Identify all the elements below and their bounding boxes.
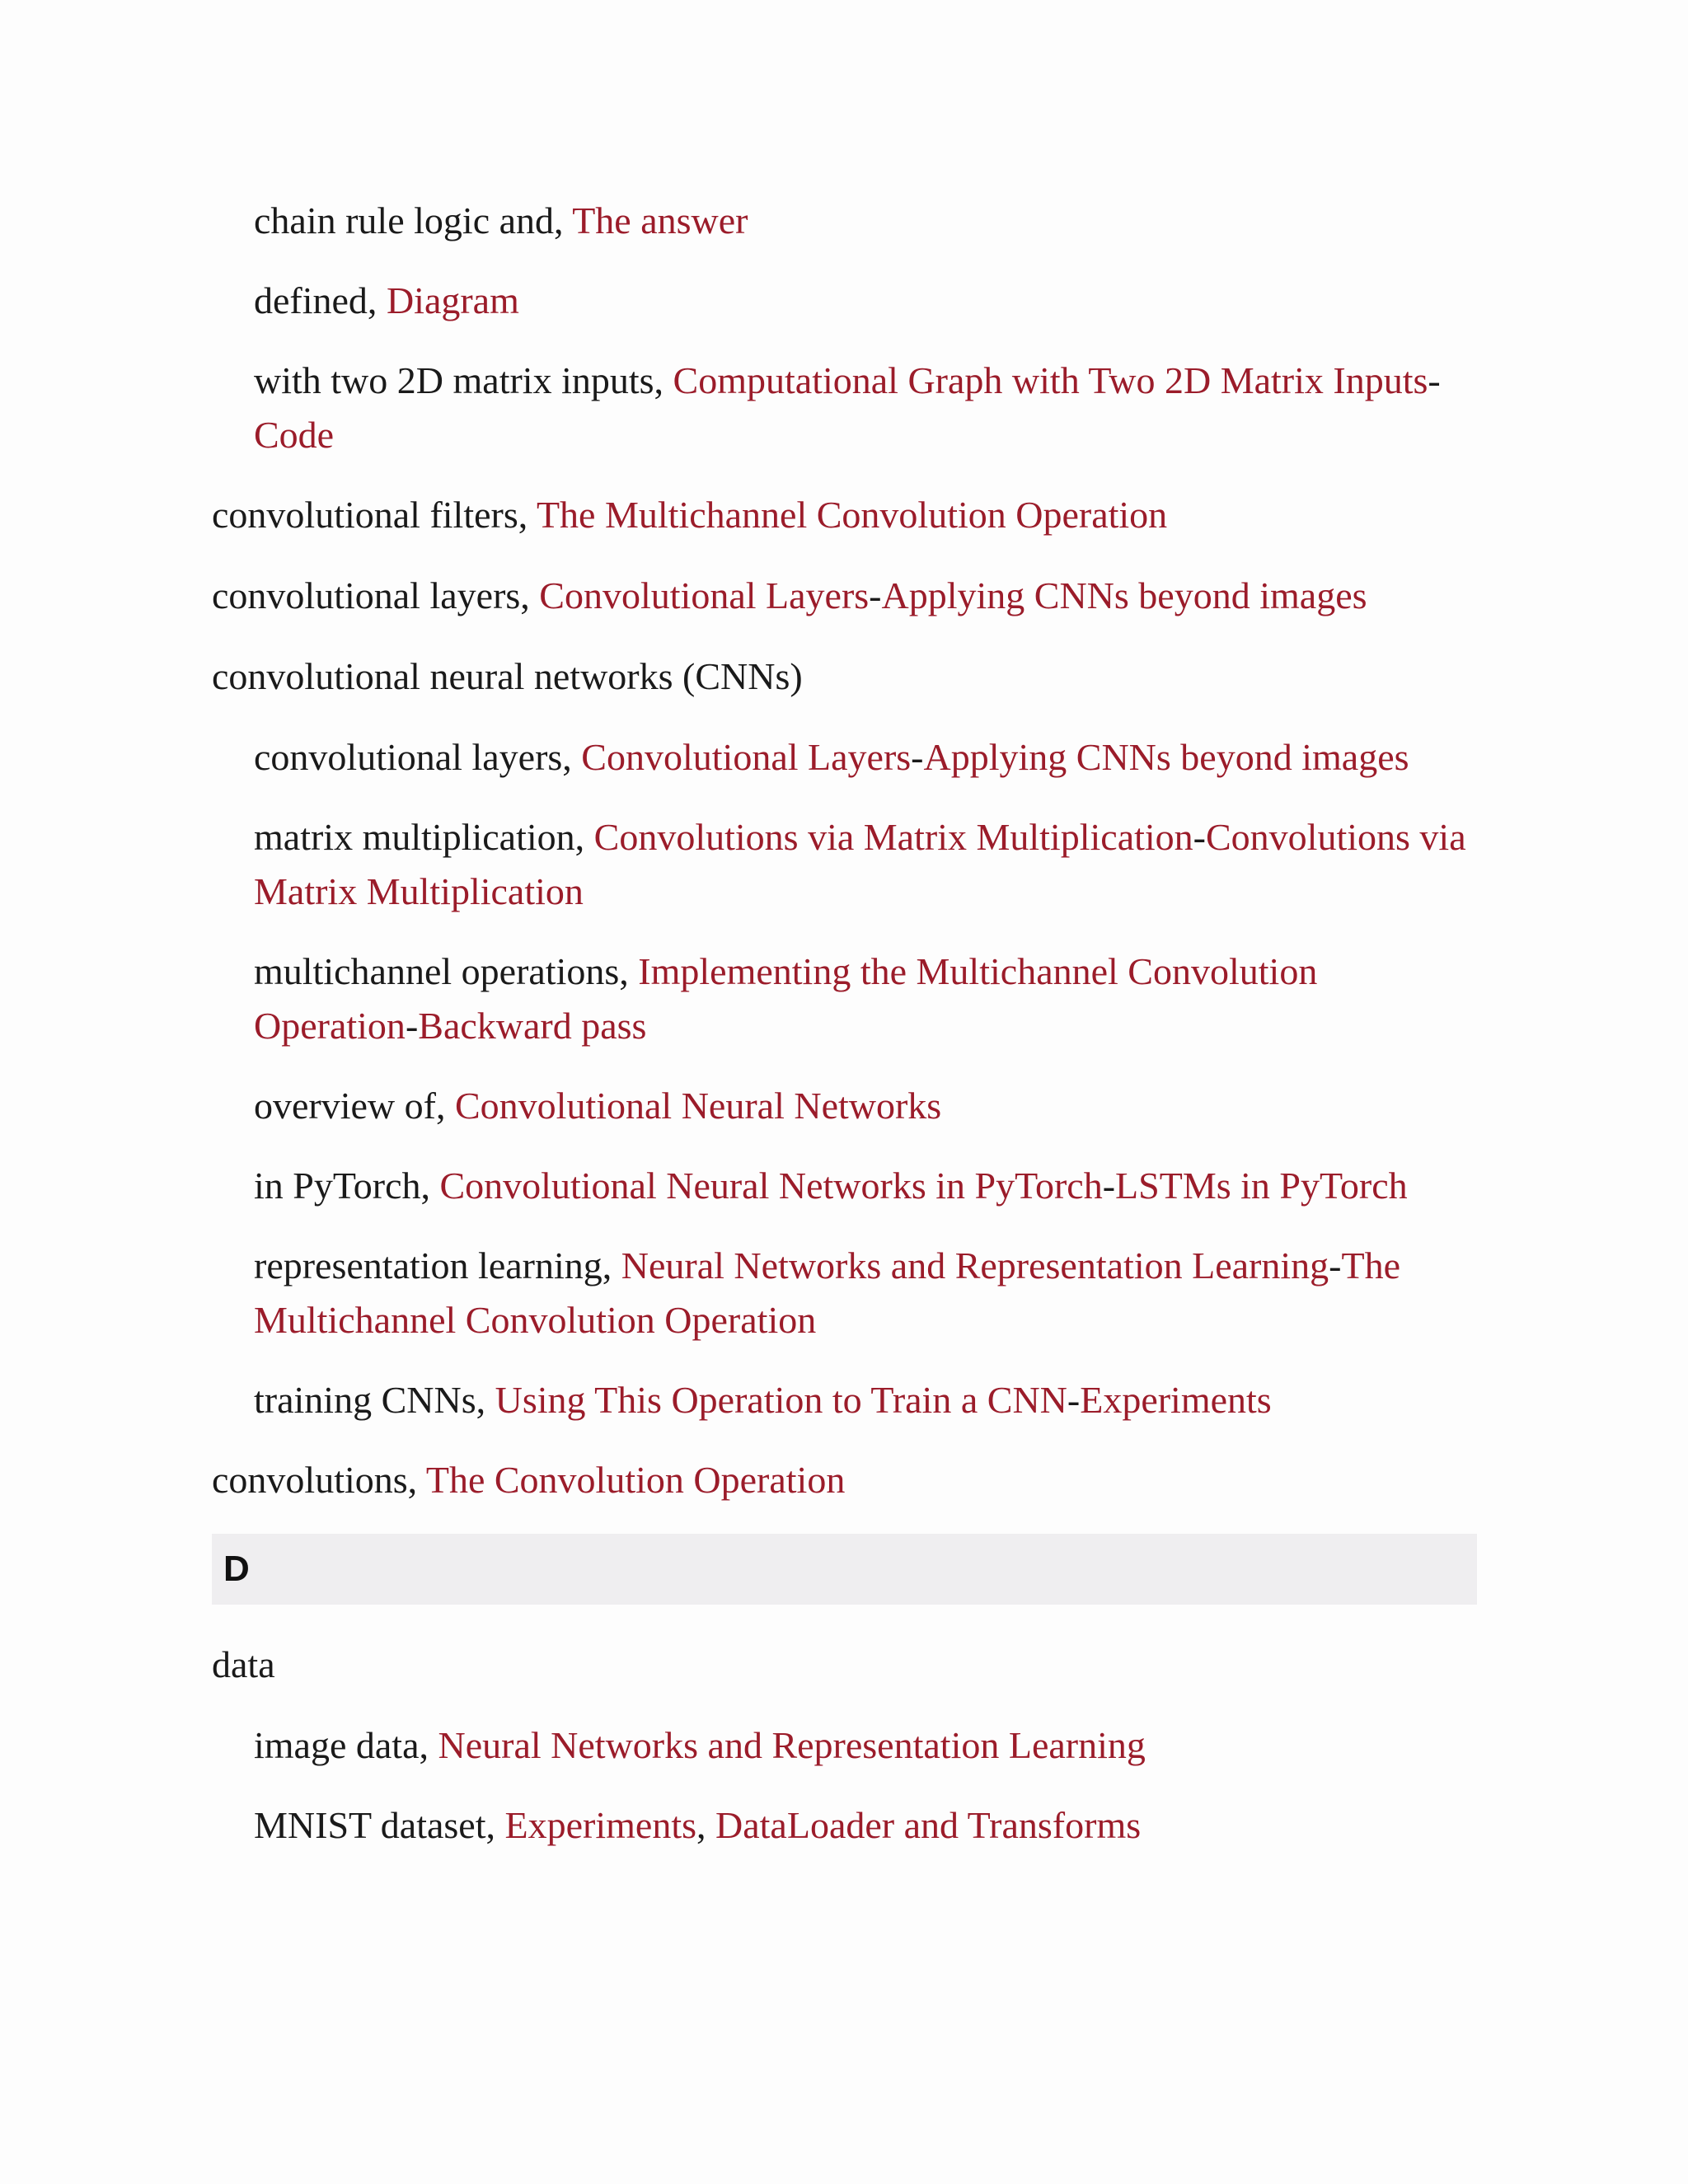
index-term: multichannel operations,: [254, 950, 629, 992]
index-page-link[interactable]: Convolutions via Matrix Multiplication: [593, 816, 1193, 858]
index-term: chain rule logic and,: [254, 199, 564, 241]
index-page-link[interactable]: Implementing the Multichannel Convolution Operation: [254, 950, 1318, 1047]
index-subentry: [212, 944, 1477, 1053]
index-page-link[interactable]: Convolutions via Matrix Multiplication: [254, 816, 1466, 912]
index-page-link[interactable]: Using This Operation to Train a CNN: [495, 1379, 1067, 1421]
index-term: matrix multiplication,: [254, 816, 585, 858]
link-separator: -: [1102, 1165, 1116, 1207]
index-page-link[interactable]: The Multichannel Convolution Operation: [254, 1244, 1400, 1341]
index-subentry: [212, 1079, 1477, 1133]
index-entry: [212, 488, 1477, 542]
index-term: overview of,: [254, 1085, 446, 1127]
index-entry: [212, 649, 1477, 704]
index-page-link[interactable]: Convolutional Layers: [581, 736, 912, 778]
section-letter-header: [212, 1534, 1477, 1605]
index-entries-bottom: [212, 1638, 1477, 1853]
index-page-link[interactable]: Convolutional Neural Networks in PyTorch: [439, 1165, 1103, 1207]
index-term: convolutional neural networks (CNNs): [212, 655, 803, 697]
link-separator: -: [1067, 1379, 1081, 1421]
index-page-link[interactable]: DataLoader and Transforms: [715, 1804, 1142, 1846]
index-subentry: [212, 1798, 1477, 1853]
index-page-link[interactable]: Applying CNNs beyond images: [881, 574, 1367, 616]
link-separator: -: [1329, 1244, 1342, 1286]
index-page-link[interactable]: Experiments: [1080, 1379, 1272, 1421]
index-page-link[interactable]: Code: [254, 414, 335, 456]
link-separator: -: [405, 1005, 419, 1047]
index-entry: [212, 569, 1477, 623]
link-separator: -: [869, 574, 882, 616]
index-term: MNIST dataset,: [254, 1804, 496, 1846]
index-page-link[interactable]: The Multichannel Convolution Operation: [536, 494, 1168, 536]
section-letter: D: [223, 1549, 250, 1589]
link-separator: ,: [696, 1804, 716, 1846]
index-subentry: [212, 274, 1477, 328]
index-subentry: [212, 194, 1477, 248]
index-subentry: [212, 1239, 1477, 1347]
index-page-link[interactable]: Computational Graph with Two 2D Matrix Inputs: [673, 359, 1428, 401]
index-subentry: [212, 730, 1477, 785]
index-term: convolutional layers,: [212, 574, 530, 616]
index-page-link[interactable]: Convolutional Layers: [539, 574, 870, 616]
index-subentry: [212, 810, 1477, 919]
index-entry: [212, 1638, 1477, 1692]
index-entry: [212, 1453, 1477, 1507]
index-page-link[interactable]: Neural Networks and Representation Learning: [438, 1724, 1146, 1766]
index-page-link[interactable]: The Convolution Operation: [425, 1459, 846, 1501]
index-term: with two 2D matrix inputs,: [254, 359, 664, 401]
index-term: convolutional filters,: [212, 494, 528, 536]
index-term: convolutional layers,: [254, 736, 572, 778]
index-page: [212, 194, 1477, 1878]
index-page-link[interactable]: Convolutional Neural Networks: [454, 1085, 942, 1127]
link-separator: -: [1193, 816, 1206, 858]
index-term: representation learning,: [254, 1244, 612, 1286]
link-separator: -: [1428, 359, 1441, 401]
index-subentry: [212, 1718, 1477, 1773]
index-page-link[interactable]: LSTMs in PyTorch: [1115, 1165, 1408, 1207]
index-term: training CNNs,: [254, 1379, 486, 1421]
index-page-link[interactable]: Applying CNNs beyond images: [923, 736, 1409, 778]
index-subentry: [212, 1159, 1477, 1213]
index-entries-top: [212, 194, 1477, 1507]
index-term: image data,: [254, 1724, 429, 1766]
index-page-link[interactable]: Neural Networks and Representation Learning: [621, 1244, 1329, 1286]
index-term: data: [212, 1643, 275, 1685]
index-term: convolutions,: [212, 1459, 418, 1501]
index-subentry: [212, 354, 1477, 462]
index-term: defined,: [254, 279, 377, 321]
index-term: in PyTorch,: [254, 1165, 430, 1207]
index-page-link[interactable]: Diagram: [386, 279, 519, 321]
link-separator: -: [911, 736, 924, 778]
index-page-link[interactable]: Backward pass: [418, 1005, 647, 1047]
index-page-link[interactable]: Experiments: [504, 1804, 697, 1846]
index-subentry: [212, 1373, 1477, 1427]
index-page-link[interactable]: The answer: [572, 199, 748, 241]
